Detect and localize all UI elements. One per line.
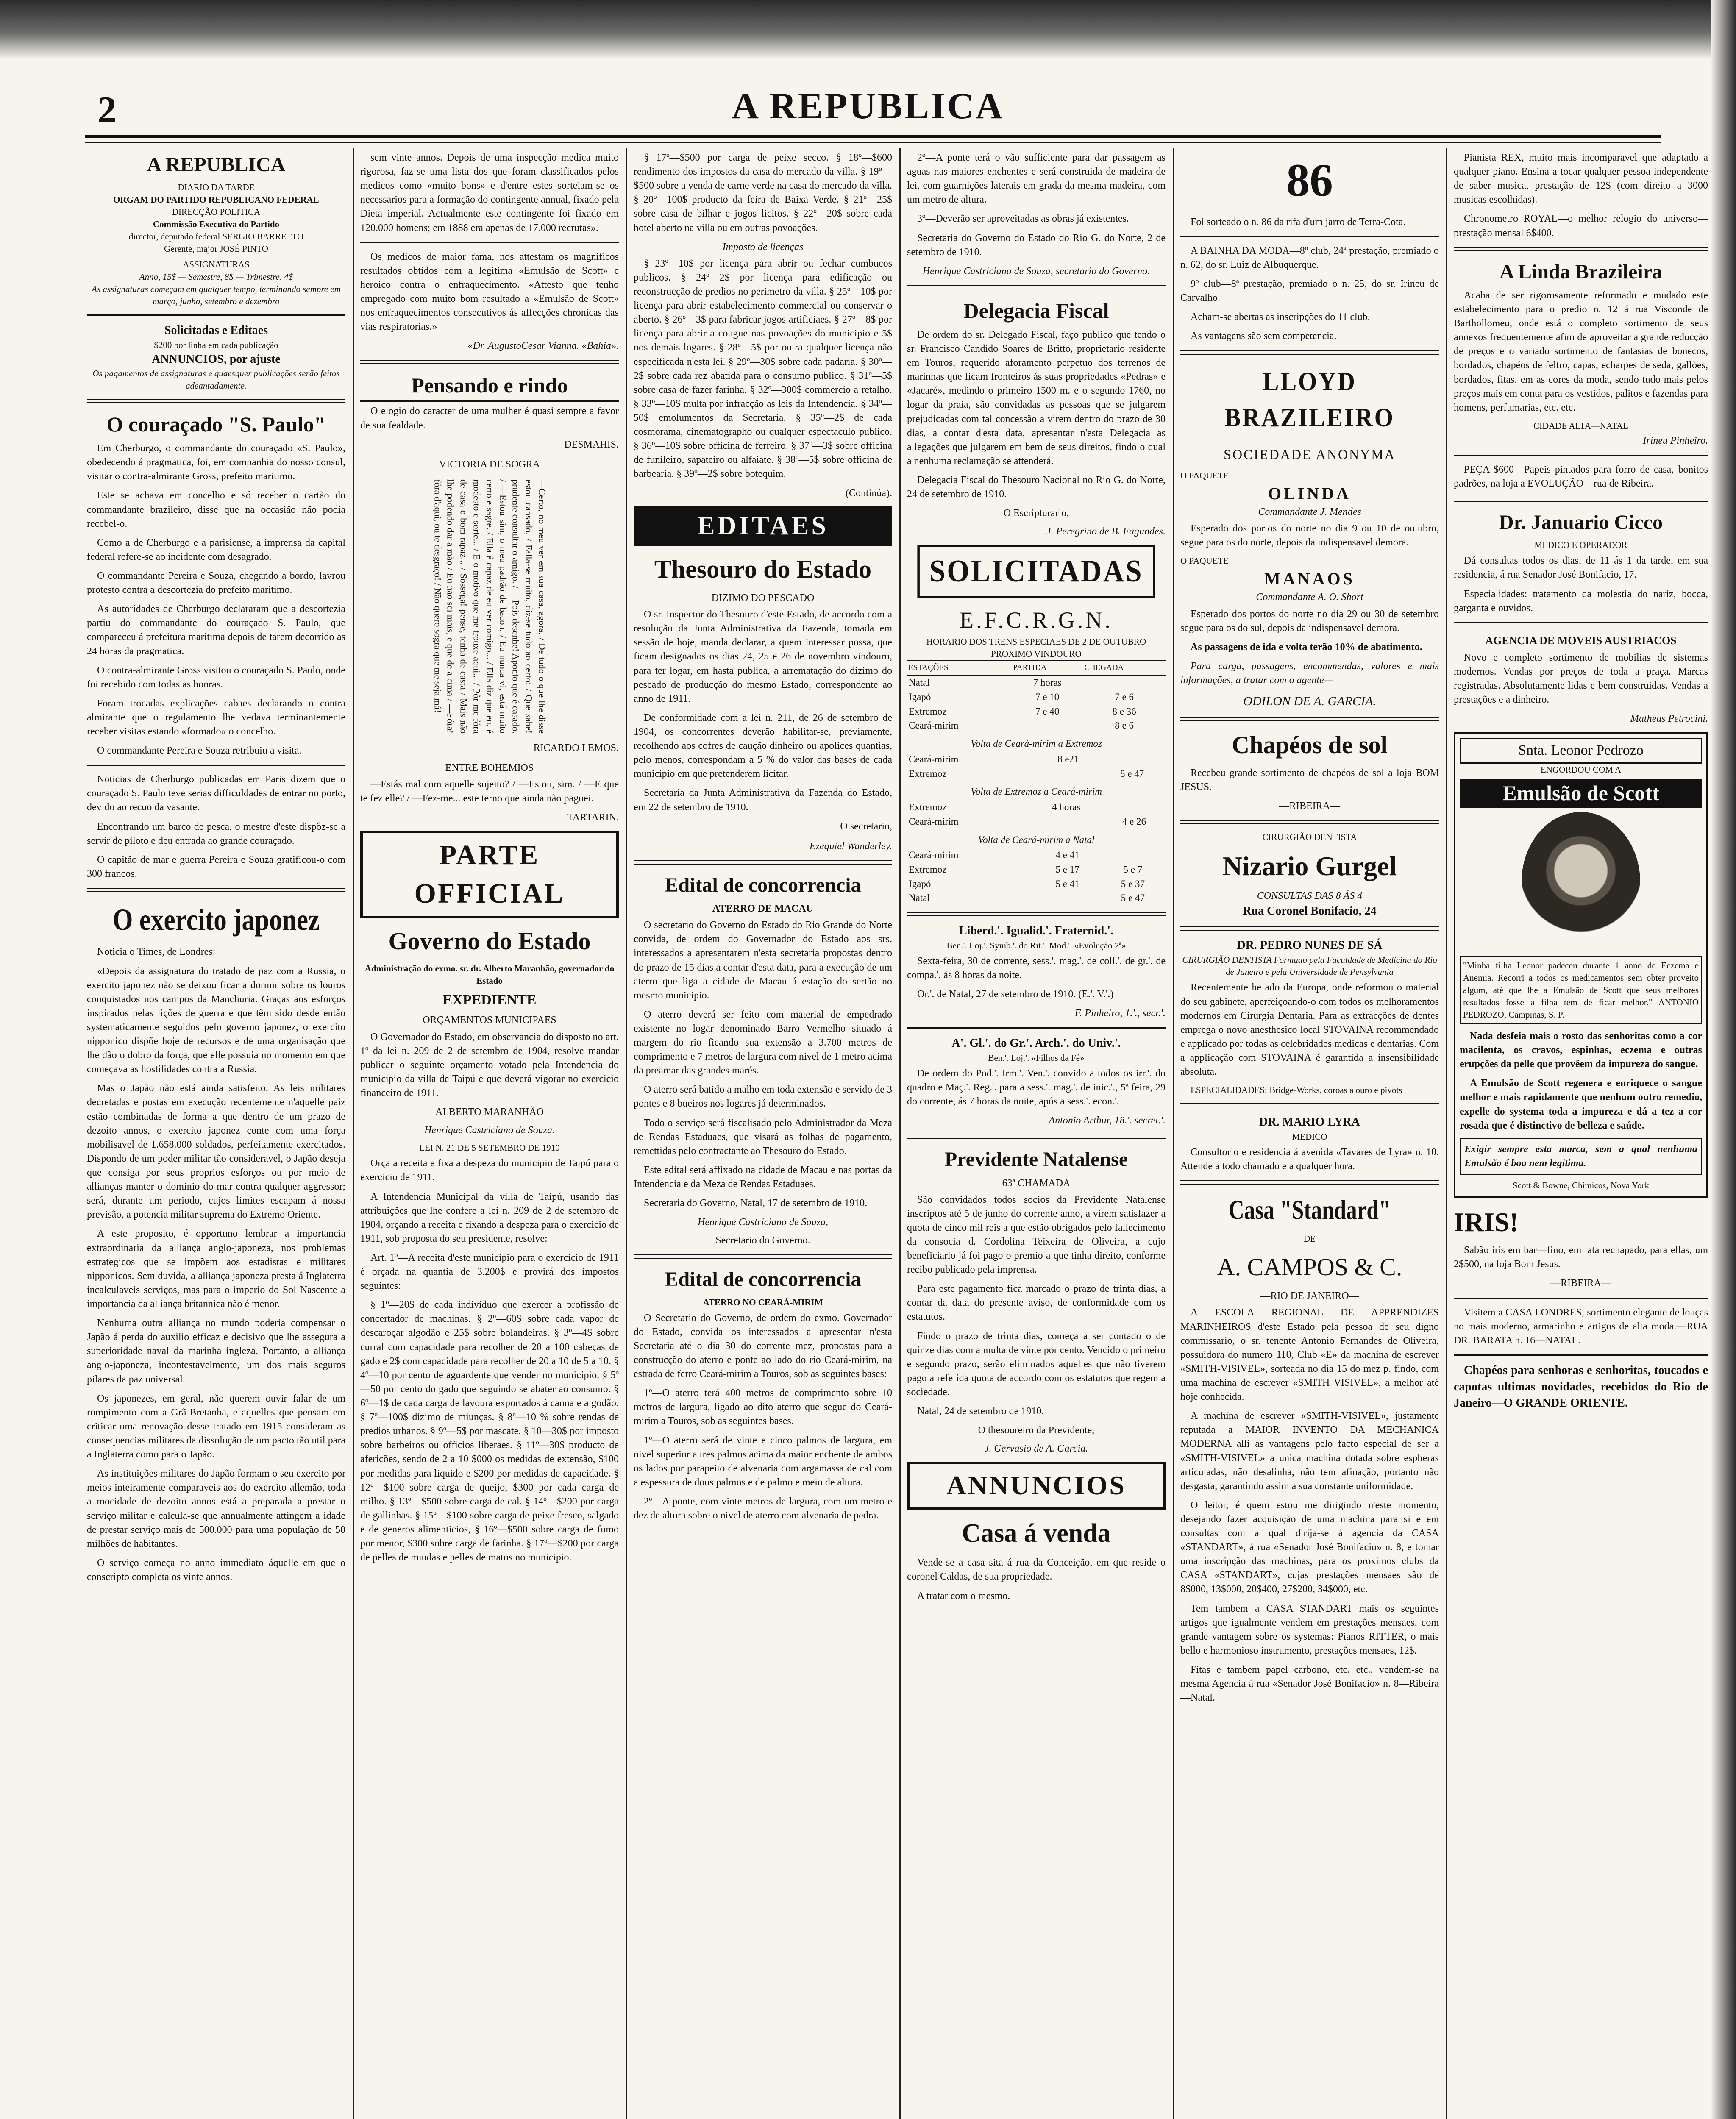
ad-text: Foi sorteado o n. 86 da rifa d'um jarro de Terra-Cota. [1191,216,1406,228]
article-paragraph: 2º—A ponte terá o vão sufficiente para dar passagem as aguas nas maiores enchentes e será construida de madeira de lei, com guarnições laterais em grada da mesma madeira, com um metro de altura. [907,152,1166,206]
ad-title: Casa "Standard" [1228,1194,1391,1225]
ad-text: Sabão iris em bar—fino, em lata rechapado, para ellas, um 2$500, na loja Bom Jesus. [1454,1245,1708,1270]
divider [360,360,619,364]
ad-title: Nizario Gurgel [1222,851,1397,881]
article-paragraph: O aterro deverá ser feito com material de empedrado existente no logar denominado Barro Vermelho situado á margem do rio ficando sua extensão a 3.700 metros de comprimento e 7 metros de largura com nivel de 1 metro acima da preamar das grandes marés. [634,1009,892,1076]
section-title: Edital de concorrencia [665,873,861,896]
article-paragraph: O commandante Pereira e Souza, chegando a bordo, lavrou protesto contra a descortezia do prefeito maritimo. [87,570,345,596]
nameplate-director: director, deputado federal SERGIO BARRETTO [128,231,304,242]
annuncios-heading: ANNUNCIOS, por ajuste [152,352,281,366]
section-subtitle: ATERRO NO CEARÁ-MIRIM [703,1297,823,1307]
article-paragraph: A Intendencia Municipal da villa de Taipú, usando das attribuições que lhe confere a lei n. 209 de 2 de setembro de 1904, orçando a receita e fixando a despeza para o exercicio de 1911, sob proposta do seu presidente, resolve: [360,1191,619,1244]
section-title: Delegacia Fiscal [963,298,1109,323]
continues-note: (Continúa). [846,487,892,499]
article-paragraph: O sr. Inspector do Thesouro d'este Estado, de accordo com a resolução da Junta Administrativa da Fazenda, tomada em sessão de hoje, manda declarar, a quem interessar possa, que ficam designados os dias 24, 25 e 26 de novembro vindouro, para ter logar, em hasta publica, a arrematação do dizimo do pescado de producção do mesmo Estado, correspondente ao anno de 1911. [634,609,892,704]
subheading: ORÇAMENTOS MUNICIPAES [423,1015,556,1026]
article-paragraph: Nenhuma outra alliança no mundo poderia compensar o Japão á perda do auxilio efficaz e decisivo que lhe assegura a superioridade naval da marinha ingleza. Portanto, a alliança anglo-japoneza, incontestavelmente, um dos mais seguros pilares da paz universal. [87,1318,345,1385]
ad-subtitle: CIRURGIÃO DENTISTA Formado pela Faculdade de Medicina do Rio de Janeiro e pela Universidade de Pensylvania [1182,954,1437,977]
ad-title: A Linda Brazileira [1500,260,1662,283]
signature: Antonio Arthur, 18.'. secret.'. [1049,1115,1166,1126]
ad-title: IRIS! [1454,1207,1519,1237]
signature: J. Peregrino de B. Fagundes. [1046,526,1166,537]
nameplate-commission: Commissão Executiva do Partido [153,219,280,230]
divider [1454,1354,1708,1356]
divider [87,888,345,892]
article-paragraph: Secretaria da Junta Administrativa da Fazenda do Estado, em 22 de setembro de 1910. [634,787,892,813]
ad-text: PEÇA $600—Papeis pintados para forro de casa, bonitos padrões, na loja a EVOLUÇÃO—rua de Ribeira. [1454,464,1708,489]
article-paragraph: Este edital será affixado na cidade de Macau e nas portas da Intendencia e da Meza de Rendas Estaduaes. [634,1164,892,1190]
ad-location: CIDADE ALTA—NATAL [1533,420,1628,431]
section-subtitle: ATERRO DE MACAU [712,903,814,915]
article-paragraph: «Depois da assignatura do tratado de paz com a Russia, o exercito japonez não se deixou ficar a dormir sobre os louros conquistados nos campos da Manchuria. Graças aos esforços inspirados pelas lições de guerra e que têm sido desde então systematicamente seguidos pelo governo japonez, o exercito nipponico dispõe hoje de recursos e de uma organisação que lhe dão o dobro da força, que elle possuia no momento em que começava as hostilidades contra a Russia. [87,965,345,1075]
article-paragraph: O Governador do Estado, em observancia do disposto no art. 1º da lei n. 209 de 2 de setembro de 1904, resolve mandar publicar o seguinte orçamento votado pela Intendencia do municipio da villa de Taipú e que deverá vigorar no exercicio financeiro de 1911. [360,1031,619,1098]
ad-text: As passagens de ida e volta terão 10% de abatimento. [1191,641,1422,653]
section-title: Thesouro do Estado [654,555,872,584]
ad-title: DR. MARIO LYRA [1259,1115,1360,1129]
article-paragraph: Encontrando um barco de pesca, o mestre d'este dispôz-se a servir de piloto e deu entrada ao grande couraçado. [87,821,345,846]
article-paragraph: 1º—O aterro terá 400 metros de comprimento sobre 10 metros de largura, ligado ao dito aterro que segue do Ceará-mirim a Touros, sob as seguintes bases. [634,1388,892,1427]
ad-title: LLOYD BRAZILEIRO [1224,367,1395,433]
article-paragraph: De ordem do Pod.'. Irm.'. Ven.'. convido a todos os irr.'. do quadro e Maç.'. Reg.'. para a sess.'. mag.'. de inic.'., 5ª feira, 29 do corrente, ás 7 horas da noite, após a sess.'. econ.'. [907,1068,1166,1107]
divider [634,1254,892,1259]
divider [1180,1180,1439,1185]
timetable-subtitle: Volta de Ceará-mirim a Natal [978,834,1095,845]
signature: Henrique Castriciano de Souza. [424,1125,555,1136]
ad-text: O leitor, é quem estou me dirigindo n'este momento, desejando fazer acquisição de uma machina para si e em consultas com a qual dirija-se á agencia da CASA «STANDART», á rua «Senador José Bonifacio» n. 8, e tomar uma inscripção das machinas, para os proximos clubs da CASA «STANDART», cujas prestações mensaes são de 8$000, 13$000, 20$400, 27$200, 34$000, etc. [1180,1499,1439,1595]
signature: Secretario do Governo. [715,1235,810,1246]
divider [907,1135,1166,1139]
article-paragraph: Foram trocadas explicações cabaes declarando o contra almirante que o regulamento lhe vedava terminantemente receber visitas estando «formado» o concelho. [87,698,345,737]
ad-title: AGENCIA DE MOVEIS AUSTRIACOS [1485,634,1677,647]
nameplate-organ: ORGAM DO PARTIDO REPUBLICANO FEDERAL [113,195,319,205]
masthead-rule-thin [85,142,1661,143]
article-paragraph: Or.'. de Natal, 27 de setembro de 1910. (E.'. V.'.) [917,989,1114,1000]
lodge-heading: Liberd.'. Igualid.'. Fraternid.'. [959,924,1114,938]
divider [1180,236,1439,237]
article-paragraph: De conformidade com a lei n. 211, de 26 de setembro de 1904, os concorrentes deverão habilitar-se, previamente, recolhendo aos cofres de caução dinheiro ou apolices quantias, pelo menos, correspondam a 5 % do valor das bases de cada municipio em que pretenderem licitar. [634,712,892,780]
ad-text: A Emulsão de Scott regenera e enriquece o sangue melhor e mais rapidamente que nenhum outro remedio, expelle do systema toda a impureza e dá a tez a cor rosada que é distinctivo de belleza e saúde. [1460,1078,1702,1131]
lodge-heading: A'. Gl.'. do Gr.'. Arch.'. do Univ.'. [951,1037,1121,1050]
signature: DESMAHIS. [564,439,619,450]
ad-text: As vantagens são sem competencia. [1191,331,1337,342]
article-paragraph: Mas o Japão não está ainda satisfeito. As leis militares decretadas e postas em execução recentemente n'aquelle paiz estão combinadas de forma a que dentro de um prazo de dezoito annos, o exercito japonez conte com uma força mobilisavel de 1.658.000 soldados, perfeitamente exercitados. Dispondo de um poder militar tão consideravel, o Japão deseja que consiga por seus proprios esforços ou por meio de allianças manter o dominio do mar contra qualquer aggressor; será, durante um periodo, cujos limites escapam á nossa previsão, a potencia militar suprema do Extremo Oriente. [87,1083,345,1221]
article-paragraph: São convidados todos socios da Previdente Natalense inscriptos até 5 de junho do corrente anno, a virem satisfazer a quota de cinco mil reis a que estão obrigados pelo fallecimento da consocia d. Cordolina Teixeira de Oliveira, a cujo beneficiario já foi pago o premio a que tinha direito, conforme recibo publicado pela imprensa. [907,1194,1166,1276]
ad-title: Casa á venda [962,1518,1111,1548]
ad-subtitle: MEDICO E OPERADOR [1534,540,1628,551]
signature: ALBERTO MARANHÃO [435,1107,544,1118]
page-number: 2 [97,89,117,131]
article-paragraph: Natal, 24 de setembro de 1910. [917,1406,1044,1417]
article-paragraph: Orça a receita e fixa a despeza do municipio de Taipú para o exercicio de 1911. [360,1158,619,1183]
page-right-edge [1711,0,1736,2119]
ad-text: CONSULTAS DAS 8 ÁS 4 [1257,890,1363,902]
law-number: LEI N. 21 DE 5 SETEMBRO DE 1910 [419,1143,560,1153]
article-paragraph: 3º—Deverão ser aproveitadas as obras já existentes. [917,213,1129,225]
ad-label: DE [1304,1234,1316,1244]
article-paragraph: Sexta-feira, 30 de corrente, sess.'. mag.'. de coll.'. de gr.'. de compa.'. ás 8 horas da noite. [907,955,1166,981]
ad-testimonial-name: Snta. Leonor Pedrozo [1460,738,1702,764]
column-4 [907,148,1166,2119]
poem-block [360,475,619,738]
ad-text: A tratar com o mesmo. [917,1590,1010,1602]
article-title: O couraçado "S. Paulo" [106,412,326,437]
divider [907,285,1166,289]
ad-text: Recentemente he ado da Europa, onde reformou o material do seu gabinete, aperfeiçoando-o com todos os melhoramentos modernos em Cirurgia Dentaria. Para as extracções de dentes emprega o novo anesthesico local STOVAINA recommendado e applicado por todas as celebridades medicas e dentarias. Com a applicação com STOVAINA é garantida a insensibilidade absoluta. [1180,982,1439,1078]
ad-subtitle: ENGORDOU COM A [1540,765,1622,775]
timetable-row: Ceará-mirim 8 e 6 [909,720,1134,731]
section-title: Edital de concorrencia [665,1268,861,1291]
signature: «Dr. AugustoCesar Vianna. «Bahia». [467,340,619,352]
ad-title: A. CAMPOS & C. [1217,1253,1402,1281]
lodge-name: Ben.'. Loj.'. Symb.'. do Rit.'. Mod.'. «Evolução 2ª» [946,940,1126,951]
column-rule [1173,148,1174,2119]
signature: Matheus Petrocini. [1630,713,1708,725]
timetable-row: Natal 5 e 47 [909,893,1145,904]
divider [1454,247,1708,251]
divider [1180,820,1439,824]
ad-text: Consultorio e residencia á avenida «Tavares de Lyra» n. 10. Attende a todo chamado e a qualquer hora. [1180,1146,1439,1172]
solicitadas-heading: Solicitadas e Editaes [164,323,268,337]
subscriptions-note: As assignaturas começam em qualquer tempo, terminando sempre em março, junho, setembro e dezembro [92,284,341,306]
divider [1180,717,1439,721]
ship-commander: Commandante J. Mendes [1258,506,1361,517]
ad-text: Esperado dos portos do norte no dia 29 ou 30 de setembro segue para os do sul, depois da indispensavel demora. [1180,608,1439,634]
section-subtitle: Administração do exmo. sr. dr. Alberto Maranhão, governador do Estado [364,963,615,986]
article-paragraph: Noticias de Cherburgo publicadas em Paris dizem que o couraçado S. Paulo teve serias difficuldades de entrar no porto, devido ao recuo da vasante. [87,774,345,813]
article-paragraph: Todo o serviço será fiscalisado pelo Administrador da Meza de Rendas Estaduaes, que visará as folhas de pagamento, remettidas pelo contractante ao Thesouro do Estado. [634,1117,892,1157]
article-paragraph: —Estás mal com aquelle sujeito? / —Estou, sim. / —E que te fez elle? / —Fez-me... este terno que ainda não paguei. [360,779,619,804]
article-paragraph: As instituições militares do Japão formam o seu exercito por meios inteiramente comparaveis aos do exercito allemão, toda a mocidade de dezoito annos está a preparada a prestar o serviço militar e calcula-se que annualmente attingem a idade de prestar serviço mais de 500.000 para uma população de 50 milhões de habitantes. [87,1468,345,1549]
article-paragraph: Art. 1º—A receita d'este municipio para o exercicio de 1911 é orçada na quantia de 3.200$ e provirá dos impostos seguintes: [360,1252,619,1292]
timetable [907,800,1166,829]
ship-name: OLINDA [1268,484,1352,503]
article-paragraph: Para este pagamento fica marcado o prazo de trinta dias, a contar da data do presente aviso, de conformidade com os estatutos. [907,1283,1166,1323]
payment-note: Os pagamentos de assignaturas e quaesquer publicações serão feitos adeantadamente. [92,368,340,391]
timetable-row: Extremoz 7 e 40 8 e 36 [909,706,1136,717]
ad-text: Vende-se a casa sita á rua da Conceição, em que reside o coronel Caldas, de sua propriedade. [907,1557,1166,1582]
ad-brand: Emulsão de Scott [1460,779,1702,808]
divider [1180,350,1439,355]
article-paragraph: A este proposito, é opportuno lembrar a importancia extraordinaria da alliança anglo-japoneza, nos problemas estrategicos que se impõem aos estadistas e militares nipponicos. Sem duvida, a alliança japoneza presta á Inglaterra incalculaveis serviços, mas para o imperio do Sol Nascente a importancia da alliança britannica não é menor. [87,1228,345,1310]
divider [1454,498,1708,502]
signature: O thesoureiro da Previdente, [978,1425,1095,1436]
masthead [0,85,1736,131]
ad-maker: Scott & Bowne, Chimicos, Nova York [1512,1180,1649,1190]
timetable-row: Ceará-mirim 8 e21 [909,754,1079,765]
article-paragraph: Delegacia Fiscal do Thesouro Nacional no Rio G. do Norte, 24 de setembro de 1910. [907,474,1166,500]
article-paragraph: Os medicos de maior fama, nos attestam os magnificos resultados obtidos com a legitima «Emulsão de Scott» e heroico contra o enfraquecimento. «Attesto que tenho empregado com muito bom resultado a «Emulsão de Scott» nos enfraquecimentos consecutivos ás affecções chronicas das vias respiratorias.» [360,251,619,333]
timetable [907,752,1166,781]
section-header: EDITAES [634,506,892,546]
divider [907,912,1166,916]
poem-text: —Certo, no meu ver em sua casa, agora, / De tudo o que lhe disse estou cansado, / Falla-se muito, diz-se tudo ao certo: / Que sabe! prudente consultar o amigo. / —Pois desenhe! Aponto que é casado. / —Estou sim, o meu padrão de bacon, / Eu nunca vi, está muito certo e sagre. / Ella é capaz de eu ver comigo... / Ella diz que eu, é modesto e sorte... / E o motivo que me trouxe aqui... / Pôr-me fóra de casa o bom rapaz... / Sossega! pense, tenha de casta / Mais não lhe podendo dar a mão / Eu não sei mais, e que de a cima / —Fóra! fóra d'aqui, ou te desgraço! / Não quero sogra que me seja má! [432,479,548,734]
article-paragraph: Secretaria do Governo, Natal, 17 de setembro de 1910. [644,1198,868,1209]
article-paragraph: As autoridades de Cherburgo declararam que a descortezia partiu do commandante do couraçado S. Paulo, que compareceu á prefeitura maritima depois de tarem decorrido as 24 horas da pragmatica. [87,603,345,657]
ad-subtitle: MEDICO [1292,1131,1327,1142]
ad-quote: "Minha filha Leonor padeceu durante 1 anno de Eczema e Anemia. Recorri a todos os medicamentos sem obter proveito algum, até que lhe a Emulsão de Scott que seus melhores resultados fosse a filha tem de ficar melhor." ANTONIO PEDROZO, Campinas, S. P. [1460,956,1702,1024]
timetable-header: CHEGADA [1083,661,1166,675]
divider [87,314,345,316]
ad-text: A machina de escrever «SMITH-VISIVEL», justamente reputada a MAIOR INVENTO DA MECHANICA MODERNA alli as vantagens pelo facto especial de ser a «SMITH-VISIVEL» a unica machina dotada sobre espheras articuladas, não desalinha, não tem afinação, portanto não desgasta, garantindo assim a sua constante uniformidade. [1180,1410,1439,1492]
signature: J. Gervasio de A. Garcia. [984,1443,1088,1454]
ad-text: Esperado dos portos do norte no dia 9 ou 10 de outubro, segue para os do norte, depois da indispensavel demora. [1180,523,1439,548]
ad-label: O PAQUETE [1180,470,1229,481]
timetable-row: Igapó 7 e 10 7 e 6 [909,691,1134,702]
article-paragraph: Findo o prazo de trinta dias, começa a ser contado o de quinze dias com a multa de vinte por cento. Vencido o primeiro e segundo prazo, serão eliminados aquelles que não tiverem pago a referida quota de accordo com os estatutos que regem a sociedade. [907,1330,1166,1398]
nameplate-manager: Gerente, major JOSÉ PINTO [164,244,268,254]
ad-text: A ESCOLA REGIONAL DE APPRENDIZES MARINHEIROS d'este Estado pela pessoa de seu digno commissario, o sr. tenente Antonio Fernandes de Oliveira, possuidora do numero 110, Club «E» da machina de escrever «SMITH-VISIVEL», sorteada no dia 15 do mez p. findo, com uma machina de escrever «SMITH VISIVEL», a melhor até hoje conhecida. [1180,1307,1439,1403]
divider [1180,1103,1439,1107]
article-paragraph: § 1º—20$ de cada individuo que exercer a profissão de concertador de machinas. § 2º—60$ sobre cada vapor de descaroçar algodão e 25$ sobre bolandeiras. § 3º—4$ sobre curral com capacidade para recolher de 20 a 100 cabeças de gado e 2$ com capacidade para recolher de 20 a 10 de 5 a 10. § 4º—10 por cento de aguardente que vender no municipio. § 5º—50 por cento do gado que seguindo se abater ao consumo. § 6º—1$ de cada carga de lavoura exportados á canna e algodão. § 7º—100$ dizimo de miunças. § 8º—10 % sobre rendas de predios urbanos. § 9º—5$ por mascate. § 10—30$ por imposto sobre barbeiros ou officios liberaes. § 11º—30$ producto de afericões, sendo de 2 a 10 $000 os medidas de extensão, $100 por medidas para liquido e $200 por medidas de capacidade. § 12º—$100 sobre carga de queijo, $300 por cada carga de milho. § 13º—$500 sobre carga de cal. § 14º—$200 por carga de gallinhas. § 15º—$100 sobre carga de peixe fresco, salgado e de generos alimenticios, § 16º—$500 sobre carga de fumo por menor, $300 sobre carga de farinha. § 17º—$200 por carga de pelles de miudas e pelles de matos no municipio. [360,1299,619,1563]
divider [1454,455,1708,456]
ad-subtitle: SOCIEDADE ANONYMA [1224,446,1396,462]
divider [87,765,345,766]
nameplate: A REPUBLICA [147,153,286,176]
ship-commander: Commandante A. O. Short [1256,592,1363,603]
section-title: Governo do Estado [388,927,591,955]
signature: Irineu Pinheiro. [1643,435,1708,446]
article-title: O exercito japonez [112,903,320,937]
section-title: Previdente Natalense [944,1148,1128,1171]
ad-text: Dá consultas todos os dias, de 11 ás 1 da tarde, em sua residencia, á rua Senador José Bonifacio, 17. [1454,555,1708,581]
lodge-name: Ben.'. Loj.'. «Filhos da Fé» [988,1052,1085,1063]
article-paragraph: De ordem do sr. Delegado Fiscal, faço publico que tendo o sr. Francisco Candido Soares de Britto, proprietario residente em Touros, requerido aforamento perpetuo dos terrenos de marinhas que ficam fronteiros ás suas propriedades «Pedras» e «Jacaré», medindo o primeiro 1500 m. e o segundo 1760, no logar da praia, são convidadas as pessoas que se julgarem prejudicadas com tal concessão a virem dentro do prazo de 30 dias, a contar d'esta data, apresentar n'esta Delegacia as allegações que julgarem em bem de seus direitos, findo o qual a nenhuma reclamação se attenderá. [907,329,1166,467]
ad-title: Dr. Januario Cicco [1499,511,1663,534]
subheading: Imposto de licenças [722,241,804,253]
ad-text: Acaba de ser rigorosamente reformado e mudado este estabelecimento para o predio n. 12 á rua Visconde de Barthollomeu, onde está o completo sortimento de seus annexos frequentemente afim de aproveitar a grande reducção de preços e o variado sortimento de fantasias de bonecos, bordados, chapéos de feltro, capas, echarpes de seda, gallões, bordados, fitas, em as cores da moda, sendo tudo mais pelos preços mais em conta para os vestidos, palitos e fazendas para homens, perfumarias, etc. etc. [1454,289,1708,413]
article-paragraph: O capitão de mar e guerra Pereira e Souza gratificou-o com 300 francos. [87,854,345,879]
column-1 [87,148,345,2119]
ad-label: O PAQUETE [1180,556,1229,566]
article-paragraph: sem vinte annos. Depois de uma inspecção medica muito rigorosa, faz-se uma lista dos que foram classificados pelos medicos como «muito bons» e d'entre estes sorteiam-se os necessarios para a formação do contingente annual, fixado pela Dieta imperial. Actualmente este contingente foi fixado em 120.000 homens; em 1888 era apenas de 17.000 recrutas». [360,152,619,234]
ad-text: Tem tambem a CASA STANDART mais os seguintes artigos que igualmente vendem em prestações mensaes, com grande vantagem sobre os systemas: Pianos RITTER, o mais bello e harmonioso instrumento, prestações mensaes, 12$. [1180,1603,1439,1656]
ad-title: DR. PEDRO NUNES DE SÁ [1237,938,1383,952]
ad-location: —RIBEIRA— [1550,1278,1611,1289]
divider [1454,1298,1708,1299]
ad-text: Nada desfeia mais o rosto das senhoritas como a cor macilenta, os cravos, espinhas, eczema e outras erupções da pelle que provêem da impureza do sangue. [1460,1030,1702,1070]
ad-text: Acham-se abertas as inscripções do 11 club. [1191,311,1370,323]
poem-title: VICTORIA DE SOGRA [439,459,540,470]
article-paragraph: Este se achava em concelho e só receber o cartão do commandante brazileiro, disse que na occasião não podia recebel-o. [87,490,345,529]
section-header: SOLICITADAS [917,545,1155,598]
timetable-heading: HORARIO DOS TRENS ESPECIAES DE 2 DE OUTUBRO PROXIMO VINDOURO [926,637,1146,659]
timetable-row: Extremoz 5 e 17 5 e 7 [909,864,1143,875]
timetable-row: Ceará-mirim 4 e 26 [909,816,1146,827]
section-header: ANNUNCIOS [907,1462,1166,1509]
divider [360,242,619,243]
ad-text: Novo e completo sortimento de mobilias de sistemas modernos. Vendas por preços de toda a praça. Marcas registradas. Absolutamente lidas e bem construidas. Vendas a prestações e a dinheiro. [1454,652,1708,706]
timetable-header: ESTAÇÕES [907,661,1012,675]
subscriptions-heading: ASSIGNATURAS [183,259,250,270]
column-rule [353,148,354,2119]
masthead-rule [85,135,1661,138]
signature: O secretario, [840,820,892,832]
section-title: Pensando e rindo [360,371,619,402]
section-header: PARTE OFFICIAL [360,831,619,918]
article-paragraph: Secretaria do Governo do Estado do Rio G. do Norte, 2 de setembro de 1910. [907,232,1166,258]
article-paragraph: O aterro será batido a malho em toda extensão e servido de 3 pontes e 8 bueiros nos logares já determinados. [634,1084,892,1110]
railway-name: E.F.C.R.G.N. [960,607,1113,633]
timetable-subtitle: Volta de Ceará-mirim a Extremoz [971,738,1102,749]
article-paragraph: § 23º—10$ por licença para abrir ou fechar cumbucos publicos. § 24º—2$ por licença para edificação ou reconstrucção de predios no perimetro da villa. § 25º—10$ por licença para abrir estabelecimento commercial ou conservar o aberto. § 26º—3$ para fabricar jogos artificiaes. § 27º—8$ por licença para abrir a cougue nas povoações do municipio e 5$ nos demais logares. § 28º—5$ por outra qualquer licença não especificada n'esta lei. § 29º—30$ sobre cada padaria. § 30º—2$ sobre cada rez abatida para o consumo publico. § 31º—5$ sobre casa de fazer farinha. § 32º—300$ commercio a retalho. § 33º—10$ multa por infracção as leis da Intendencia. § 34º—50$ emolumentos da Secretaria. § 35º—2$ de cada cosmorama, cinematographo ou qualquer espectaculo publico. § 36º—10$ sobre officina de ferreiro. § 37º—3$ sobre officina de funileiro, sapateiro ou alfaiate. § 38º—5$ sobre officina de barbearia. § 39º—2$ sobre botequim. [634,258,892,480]
page-top-edge [0,0,1736,59]
solicitadas-rate: $200 por linha em cada publicação [154,339,278,350]
signature: Henrique Castriciano de Souza, secretario do Governo. [922,265,1150,277]
ad-text: Chapéos para senhoras e senhoritas, toucados e capotas ultimas novidades, recebidos do Rio de Janeiro—O GRANDE ORIENTE. [1454,1363,1708,1410]
ad-text: 9º club—8ª prestação, premiado o n. 25, do sr. Irineu de Carvalho. [1180,278,1439,304]
timetable-row: Extremoz 4 horas [909,802,1081,813]
section-subtitle: DIZIMO DO PESCADO [711,592,815,603]
article-paragraph: O elogio do caracter de uma mulher é quasi sempre a favor de sua fealdade. [360,406,619,431]
timetable-header: PARTIDA [1012,661,1083,675]
nameplate-subtitle: DIARIO DA TARDE [178,182,255,193]
article-paragraph: Como a de Cherburgo e a parisiense, a imprensa da capital federal refere-se ao incidente com desagrado. [87,537,345,562]
article-paragraph: 2º—A ponte, com vinte metros de largura, com um metro e dez de altura sobre o nivel de aterro com alvenaria de pedra. [634,1496,892,1521]
signature: Henrique Castriciano de Souza, [698,1217,828,1228]
divider [87,399,345,403]
timetable-row: Extremoz 8 e 47 [909,768,1144,779]
raffle-number: 86 [1286,154,1333,206]
timetable-row: Ceará-mirim 4 e 41 [909,850,1079,861]
column-6 [1454,148,1708,2119]
ad-text: ESPECIALIDADES: Bridge-Works, coroas a ouro e pivots [1191,1085,1402,1096]
article-paragraph: O secretario do Governo do Estado do Rio Grande do Norte convida, de ordem do Governador do Estado aos srs. interessados a apresentarem n'esta secretaria propostas dentro do prazo de 15 dias a contar d'esta data, para a execução de um aterro que liga a cidade de Macau á estação do sertão no mesmo municipio. [634,920,892,1001]
article-paragraph: O Secretario do Governo, de ordem do exmo. Governador do Estado, convida os interessados a apresentar n'esta Secretaria até o dia 30 do corrente mez, propostas para a construcção do aterro e ponte ao lado do rio Ceará-mirim, na estrada de ferro Ceará-mirim a Touros, sob as seguintes bases: [634,1312,892,1380]
timetable-row: Igapó 5 e 41 5 e 37 [909,878,1145,889]
article-paragraph: O serviço começa no anno immediato áquelle em que o conscripto completa os vinte annos. [87,1557,345,1582]
divider [634,860,892,865]
article-paragraph: Em Cherburgo, o commandante do couraçado «S. Paulo», obedecendo á pragmatica, foi, em companhia do nosso consul, visitar o contra-almirante Gross, prefeito maritimo. [87,443,345,482]
signature: Ezequiel Wanderley. [809,840,892,852]
column-rule [1446,148,1447,2119]
poem-title: ENTRE BOHEMIOS [445,762,534,773]
column-2 [360,148,619,2119]
ad-text: Para carga, passagens, encommendas, valores e mais informações, a tratar com o agente— [1180,660,1439,686]
subscriptions-rates: Anno, 15$ — Semestre, 8$ — Trimestre, 4$ [139,272,293,282]
ad-agent: ODILON DE A. GARCIA. [1243,694,1376,709]
ad-text: Visitem a CASA LONDRES, sortimento elegante de louças no mais moderno, armarinho e artigos de alta moda.—RUA DR. BARATA n. 16—NATAL. [1454,1307,1708,1346]
article-paragraph: O contra-almirante Gross visitou o couraçado S. Paulo, onde foi recebido com todas as honras. [87,665,345,690]
signature: F. Pinheiro, 1.'., secr.'. [1074,1008,1166,1019]
ship-name: MANAOS [1264,569,1355,589]
article-paragraph: O commandante Pereira e Souza retribuiu a visita. [97,745,302,756]
ad-label: CIRURGIÃO DENTISTA [1262,831,1357,842]
divider [907,1027,1166,1029]
ad-text: Recebeu grande sortimento de chapéos de sol a loja BOM JESUS. [1180,767,1439,793]
timetable [907,660,1166,733]
ad-location: —RIO DE JANEIRO— [1260,1290,1359,1302]
article-paragraph: Os japonezes, em geral, não querem ouvir falar de um rompimento com a Grã-Bretanha, e aquelles que pensam em criticar uma renovação desse tratado em 1915 consideram as consequencias militares da dissolução de um pacto tão util para a Inglaterra como para o Japão. [87,1393,345,1460]
signature: RICARDO LEMOS. [533,742,619,754]
nameplate-direction: DIRECÇÃO POLITICA [172,207,261,217]
ad-text: Fitas e tambem papel carbono, etc. etc., vendem-se na mesma Agencia á rua «Senador José Bonifacio» n. 8—Ribeira—Natal. [1180,1664,1439,1704]
ad-location: —RIBEIRA— [1279,800,1340,812]
timetable [907,848,1166,905]
divider [1180,926,1439,931]
section-subtitle: 63ª CHAMADA [1002,1177,1071,1189]
scott-emulsion-ad [1454,732,1708,1198]
paper-name: A REPUBLICA [732,86,1004,127]
column-rule [899,148,901,2119]
divider [1454,622,1708,626]
ad-text: Pianista REX, muito mais incomparavel que adaptado a qualquer piano. Ensina a tocar qualquer pessoa independente de saber musica, prestação de 12$ (com direito a 3000 musicas escolhidas). [1454,152,1708,206]
ad-address: Rua Coronel Bonifacio, 24 [1243,904,1377,918]
portrait-illustration [1522,812,1640,952]
signature: O Escripturario, [1003,508,1069,519]
ad-text: Chronometro ROYAL—o melhor relogio do universo—prestação mensal 6$400. [1454,213,1708,239]
timetable-row: Natal 7 horas [909,677,1062,688]
ad-text: Especialidades: tratamento da molestia do nariz, bocca, garganta e ouvidos. [1454,588,1708,614]
column-rule [626,148,627,2119]
article-paragraph: Noticia o Times, de Londres: [97,946,216,958]
column-5 [1180,148,1439,2119]
signature: TARTARIN. [567,812,619,823]
article-paragraph: 1º—O aterro será de vinte e cinco palmos de largura, em nivel superior a tres palmos acima da maior enchente de ambos os lados por parapeito de alvenaria com argamassa de cal com a espessura de dous palmos e de palmo e meio de altura. [634,1435,892,1488]
ad-warning-box: Exigir sempre esta marca, sem a qual nenhuma Emulsão é boa nem legitima. [1460,1138,1702,1175]
ad-title: Chapéos de sol [1232,731,1388,759]
expediente-heading: EXPEDIENTE [442,992,537,1008]
article-paragraph: § 17º—$500 por carga de peixe secco. § 18º—$600 rendimento dos impostos da casa do mercado da villa. § 19º—$500 sobre a venda de carne verde na casa do mercado da villa. § 20º—100$ producto da feira de Baixa Verde. § 21º—25$ sobre casa de bilhar e jogos licitos. § 22º—20$ sobre cada hotel aberto na villa ou em outras povoações. [634,152,892,234]
ad-text: A BAINHA DA MODA—8º club, 24ª prestação, premiado o n. 62, do sr. Luiz de Albuquerque. [1180,245,1439,271]
timetable-subtitle: Volta de Extremoz a Ceará-mirim [971,786,1102,797]
column-3 [634,148,892,2119]
